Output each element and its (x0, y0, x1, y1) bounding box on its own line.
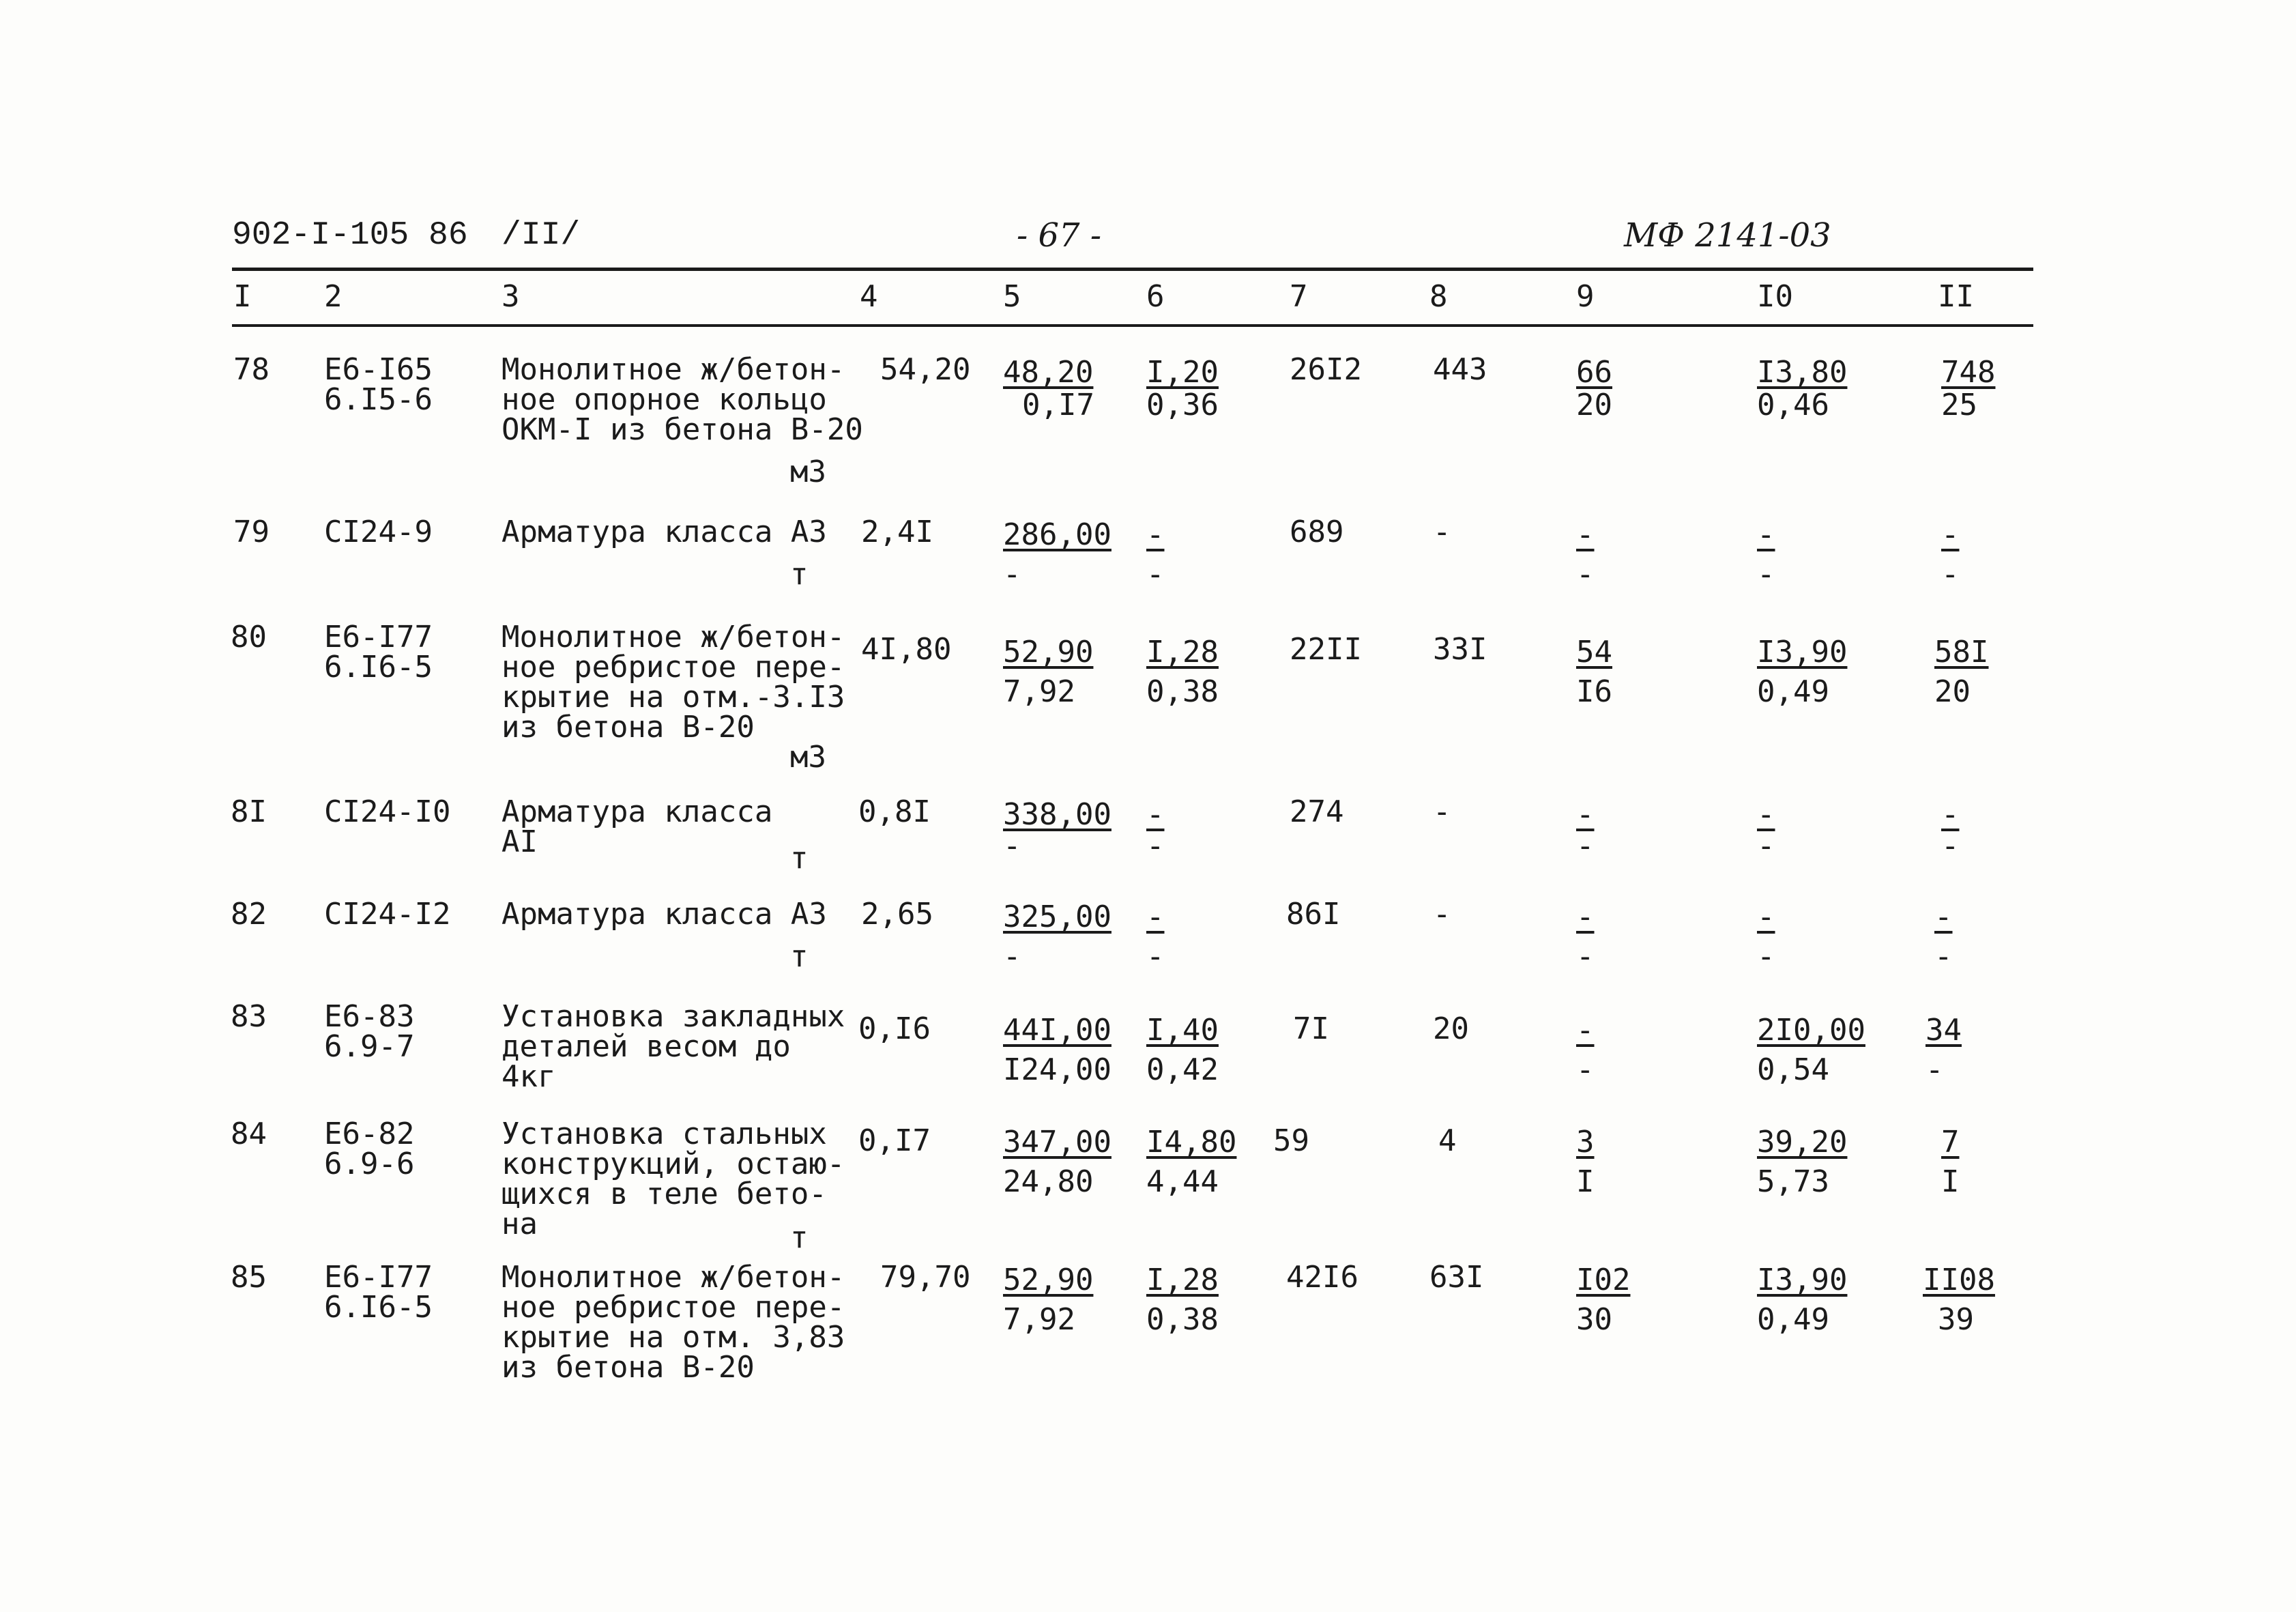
quantity: 54,20 (880, 352, 971, 387)
fraction-numerator: 52,90 (1003, 635, 1094, 670)
total-cost: 59 (1273, 1123, 1309, 1158)
machine-cost-fraction (1146, 635, 1219, 714)
work-description (502, 352, 863, 447)
fraction-numerator: 325,00 (1003, 899, 1111, 934)
fraction-numerator: II08 (1923, 1263, 1995, 1297)
fraction-denominator: 4,44 (1146, 1164, 1219, 1199)
hours-fraction (1757, 1125, 1847, 1204)
fraction-denominator: - (1003, 829, 1021, 863)
fraction-numerator: 2I0,00 (1757, 1013, 1865, 1048)
fraction-denominator: 39 (1938, 1302, 1974, 1337)
machine-cost-fraction (1146, 355, 1219, 420)
machine-cost-fraction (1146, 1263, 1219, 1342)
fraction-denominator: - (1941, 829, 1960, 863)
total-hours-fraction (1941, 355, 1995, 420)
code-line: E6-I77 (324, 1260, 433, 1295)
column-header-1: I (233, 279, 252, 314)
fraction-denominator: I (1941, 1164, 1960, 1199)
row-number: 80 (231, 620, 267, 654)
fraction-denominator: 0,38 (1146, 1302, 1219, 1337)
code-line: 6.I5-6 (324, 382, 433, 417)
fraction-numerator: - (1146, 899, 1165, 934)
fraction-numerator: 34 (1926, 1013, 1962, 1048)
hours-fraction (1757, 899, 1775, 979)
wages: - (1433, 515, 1451, 549)
document-code: 902-I-105 86 (232, 217, 468, 254)
reference-code: МФ 2141-03 (1624, 216, 1831, 255)
unit-of-measure: м3 (790, 740, 826, 775)
machine-cost-fraction (1146, 899, 1165, 979)
row-number: 82 (231, 897, 267, 932)
wages: 20 (1433, 1011, 1469, 1046)
wages: 63I (1429, 1260, 1484, 1295)
work-description (502, 622, 845, 743)
fraction-denominator: 0,I7 (1022, 388, 1094, 422)
fraction-denominator: I24,00 (1003, 1052, 1111, 1087)
work-description (502, 794, 773, 859)
wages: - (1433, 794, 1451, 829)
column-header-7: 7 (1290, 279, 1308, 314)
description-line: ОКМ-I из бетона B-20 (502, 412, 863, 447)
fraction-numerator: 44I,00 (1003, 1013, 1111, 1048)
fraction-numerator: I,20 (1146, 355, 1219, 390)
code-line: E6-83 (324, 999, 415, 1034)
machine-cost-fraction (1146, 797, 1165, 863)
fraction-denominator: 0,36 (1146, 388, 1219, 422)
fraction-denominator: 7,92 (1003, 1302, 1075, 1337)
unit-cost-fraction (1003, 1125, 1111, 1204)
description-line: на (502, 1207, 538, 1241)
quantity: 0,8I (858, 794, 931, 829)
fraction-numerator: 347,00 (1003, 1125, 1111, 1160)
description-line: ное ребристое пере- (502, 650, 845, 685)
description-line: из бетона B-20 (502, 1350, 755, 1385)
description-line: щихся в теле бето- (502, 1177, 827, 1211)
fraction-denominator: I6 (1576, 674, 1612, 709)
fraction-denominator: - (1926, 1052, 1944, 1087)
hours-fraction (1757, 355, 1847, 420)
fraction-denominator: - (1757, 829, 1775, 863)
fraction-numerator: 338,00 (1003, 797, 1111, 832)
quantity: 4I,80 (861, 632, 952, 667)
column-header-9: 9 (1576, 279, 1595, 314)
fraction-numerator: - (1941, 797, 1960, 832)
total-hours-fraction (1926, 1013, 1962, 1092)
price-code: CI24-I0 (324, 794, 451, 829)
labor-fraction (1576, 1263, 1630, 1342)
fraction-numerator: 54 (1576, 635, 1612, 670)
fraction-denominator: 0,42 (1146, 1052, 1219, 1087)
column-header-2: 2 (324, 279, 343, 314)
fraction-numerator: - (1757, 899, 1775, 934)
fraction-numerator: I02 (1576, 1263, 1631, 1297)
fraction-numerator: 286,00 (1003, 517, 1111, 552)
column-header-11: II (1938, 279, 1974, 314)
fraction-denominator: I (1576, 1164, 1595, 1199)
description-line: Монолитное ж/бетон- (502, 352, 845, 387)
column-header-5: 5 (1003, 279, 1021, 314)
description-line: Установка закладных (502, 999, 845, 1034)
total-hours-fraction (1934, 635, 1988, 714)
quantity: 79,70 (880, 1260, 971, 1295)
fraction-denominator: 0,46 (1757, 388, 1829, 422)
description-line: 4кг (502, 1059, 556, 1094)
fraction-numerator: - (1576, 517, 1595, 552)
price-code (324, 1260, 433, 1325)
unit-of-measure: т (790, 841, 809, 876)
fraction-numerator: I,28 (1146, 1263, 1219, 1297)
unit-cost-fraction (1003, 797, 1111, 863)
fraction-numerator: I3,90 (1757, 1263, 1848, 1297)
description-line: Установка стальных (502, 1117, 827, 1151)
labor-fraction (1576, 899, 1595, 979)
column-header-10: I0 (1757, 279, 1793, 314)
fraction-denominator: 5,73 (1757, 1164, 1829, 1199)
total-cost: 42I6 (1286, 1260, 1358, 1295)
quantity: 0,I7 (858, 1123, 931, 1158)
row-number: 83 (231, 999, 267, 1034)
fraction-numerator: - (1576, 1013, 1595, 1048)
fraction-denominator: 0,49 (1757, 674, 1829, 709)
total-cost: 689 (1290, 515, 1344, 549)
work-description (502, 1260, 845, 1385)
fraction-numerator: 58I (1934, 635, 1989, 670)
labor-fraction (1576, 517, 1595, 596)
fraction-numerator: 748 (1941, 355, 1996, 390)
work-description: Арматура класса A3 (502, 515, 827, 549)
description-line: деталей весом до (502, 1029, 791, 1064)
unit-cost-fraction (1003, 1263, 1093, 1342)
total-cost: 26I2 (1290, 352, 1362, 387)
description-line: из бетона B-20 (502, 710, 755, 745)
labor-fraction (1576, 797, 1595, 863)
fraction-numerator: I,40 (1146, 1013, 1219, 1048)
hours-fraction (1757, 1013, 1865, 1092)
fraction-denominator: - (1146, 939, 1165, 974)
unit-of-measure: т (790, 557, 809, 592)
hours-fraction (1757, 635, 1847, 714)
unit-cost-fraction (1003, 635, 1093, 714)
fraction-denominator: - (1576, 557, 1595, 592)
fraction-denominator: - (1934, 939, 1953, 974)
row-number: 85 (231, 1260, 267, 1295)
code-line: 6.I6-5 (324, 650, 433, 685)
unit-of-measure: т (790, 1220, 809, 1255)
wages: 443 (1433, 352, 1487, 387)
fraction-denominator: - (1146, 829, 1165, 863)
fraction-denominator: - (1003, 939, 1021, 974)
fraction-numerator: 48,20 (1003, 355, 1094, 390)
machine-cost-fraction (1146, 1013, 1219, 1092)
total-hours-fraction (1941, 1125, 1960, 1204)
quantity: 0,I6 (858, 1011, 931, 1046)
quantity: 2,4I (861, 515, 933, 549)
unit-cost-fraction (1003, 1013, 1111, 1092)
sheet-number: /II/ (502, 217, 581, 254)
price-code (324, 999, 415, 1064)
wages: 33I (1433, 632, 1487, 667)
row-number: 79 (233, 515, 270, 549)
description-line: Монолитное ж/бетон- (502, 620, 845, 654)
unit-cost-fraction (1003, 517, 1111, 596)
description-line: Арматура класса (502, 794, 773, 829)
fraction-denominator: 25 (1941, 388, 1977, 422)
total-cost: 7I (1293, 1011, 1329, 1046)
fraction-denominator: - (1941, 557, 1960, 592)
fraction-numerator: - (1941, 517, 1960, 552)
labor-fraction (1576, 1125, 1595, 1204)
fraction-numerator: - (1757, 797, 1775, 832)
total-hours-fraction (1941, 517, 1960, 596)
total-hours-fraction (1923, 1263, 1995, 1342)
price-code: CI24-9 (324, 515, 433, 549)
header-bottom-rule (232, 324, 2033, 327)
price-code (324, 620, 433, 685)
page-number: - 67 - (1017, 216, 1102, 255)
fraction-denominator: - (1576, 1052, 1595, 1087)
unit-of-measure: т (790, 939, 809, 974)
total-cost: 274 (1290, 794, 1344, 829)
fraction-denominator: - (1003, 557, 1021, 592)
fraction-denominator: 0,38 (1146, 674, 1219, 709)
fraction-denominator: 20 (1934, 674, 1971, 709)
code-line: 6.I6-5 (324, 1290, 433, 1325)
fraction-numerator: I,28 (1146, 635, 1219, 670)
total-cost: 86I (1286, 897, 1341, 932)
fraction-numerator: 39,20 (1757, 1125, 1848, 1160)
fraction-denominator: - (1757, 939, 1775, 974)
description-line: ное ребристое пере- (502, 1290, 845, 1325)
fraction-numerator: 66 (1576, 355, 1612, 390)
price-code (324, 352, 433, 417)
description-line: Монолитное ж/бетон- (502, 1260, 845, 1295)
fraction-numerator: - (1934, 899, 1953, 934)
fraction-denominator: - (1576, 939, 1595, 974)
row-number: 8I (231, 794, 267, 829)
code-line: E6-82 (324, 1117, 415, 1151)
hours-fraction (1757, 517, 1775, 596)
wages: - (1433, 897, 1451, 932)
total-hours-fraction (1934, 899, 1953, 979)
hours-fraction (1757, 1263, 1847, 1342)
fraction-denominator: 30 (1576, 1302, 1612, 1337)
work-description (502, 999, 845, 1094)
description-line: крытие на отм.-3.I3 (502, 680, 845, 715)
total-cost: 22II (1290, 632, 1362, 667)
wages: 4 (1438, 1123, 1457, 1158)
labor-fraction (1576, 635, 1612, 714)
fraction-denominator: 20 (1576, 388, 1612, 422)
row-number: 84 (231, 1117, 267, 1151)
fraction-numerator: 3 (1576, 1125, 1595, 1160)
machine-cost-fraction (1146, 517, 1165, 596)
labor-fraction (1576, 1013, 1595, 1092)
fraction-denominator: 24,80 (1003, 1164, 1094, 1199)
fraction-numerator: - (1576, 797, 1595, 832)
hours-fraction (1757, 797, 1775, 863)
fraction-numerator: I3,80 (1757, 355, 1848, 390)
fraction-numerator: - (1146, 517, 1165, 552)
quantity: 2,65 (861, 897, 933, 932)
description-line: конструкций, остаю- (502, 1147, 845, 1181)
unit-cost-fraction (1003, 355, 1094, 420)
fraction-denominator: 7,92 (1003, 674, 1075, 709)
column-header-3: 3 (502, 279, 520, 314)
price-code (324, 1119, 414, 1179)
total-hours-fraction (1941, 797, 1960, 863)
fraction-numerator: - (1146, 797, 1165, 832)
fraction-numerator: 7 (1941, 1125, 1960, 1160)
price-code: CI24-I2 (324, 897, 451, 932)
fraction-denominator: - (1757, 557, 1775, 592)
description-line: ное опорное кольцо (502, 382, 827, 417)
labor-fraction (1576, 355, 1612, 420)
fraction-numerator: 52,90 (1003, 1263, 1094, 1297)
row-number: 78 (233, 352, 270, 387)
fraction-numerator: - (1576, 899, 1595, 934)
description-line: крытие на отм. 3,83 (502, 1320, 845, 1355)
fraction-numerator: - (1757, 517, 1775, 552)
fraction-denominator: 0,49 (1757, 1302, 1829, 1337)
fraction-denominator: 0,54 (1757, 1052, 1829, 1087)
column-header-8: 8 (1429, 279, 1448, 314)
column-header-6: 6 (1146, 279, 1165, 314)
code-line: E6-I77 (324, 620, 433, 654)
fraction-denominator: - (1576, 829, 1595, 863)
fraction-numerator: I3,90 (1757, 635, 1848, 670)
unit-of-measure: м3 (790, 455, 826, 489)
unit-cost-fraction (1003, 899, 1111, 979)
fraction-numerator: I4,80 (1146, 1125, 1237, 1160)
description-line: AI (502, 824, 538, 859)
column-header-4: 4 (860, 279, 878, 314)
code-line: 6.9-6 (324, 1147, 415, 1181)
code-line: 6.9-7 (324, 1029, 415, 1064)
fraction-denominator: - (1146, 557, 1165, 592)
work-description: Арматура класса A3 (502, 897, 827, 932)
machine-cost-fraction (1146, 1125, 1236, 1204)
header-top-rule (232, 268, 2033, 271)
code-line: E6-I65 (324, 352, 433, 387)
